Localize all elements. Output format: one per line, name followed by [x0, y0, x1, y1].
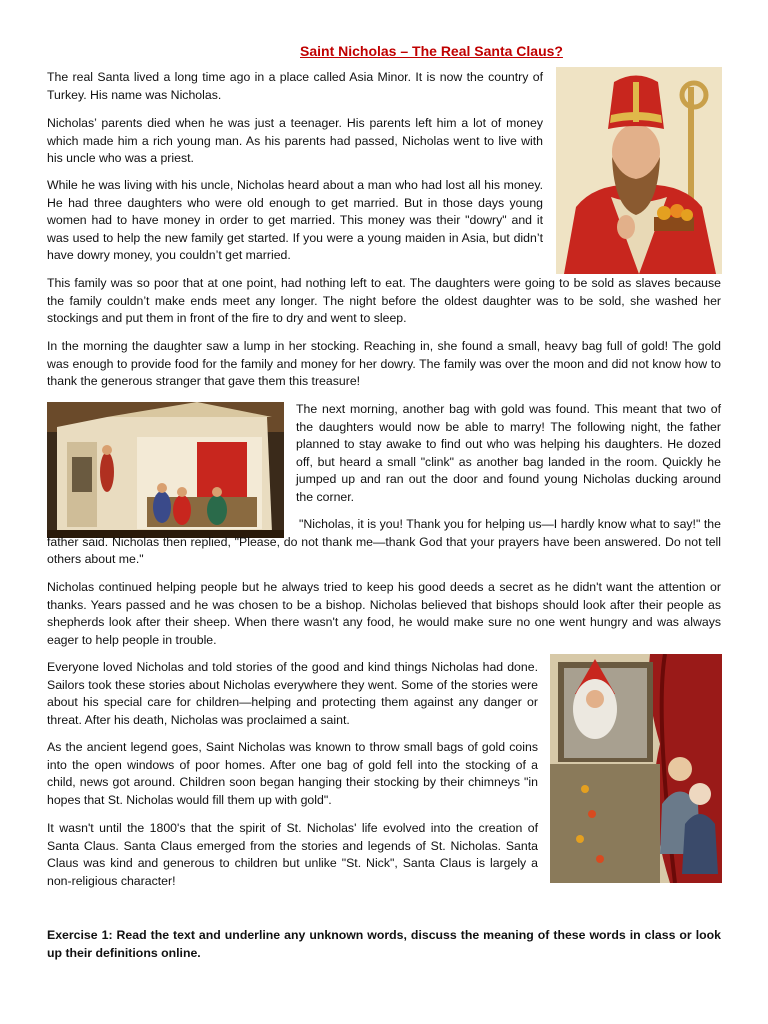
- paragraph-9: Everyone loved Nicholas and told stories of the good and kind things Nicholas had done. Sailors took these stories about Nicholas everywhere they went. Some of the stories were about his special care for children—helping and protecting them against any danger or threat. After his death, Nicholas was proclaimed a saint.: [47, 660, 538, 727]
- saint-nicholas-portrait: [556, 67, 722, 274]
- paragraph-10: As the ancient legend goes, Saint Nicholas was known to throw small bags of gold coins into the open windows of poor homes. After one bag of gold fell into the stocking of a child, news got around. Children soon began hanging their stocking by their chimneys "in hopes that St. Nicholas would fill them up with gold".: [47, 740, 538, 807]
- paragraph-1: The real Santa lived a long time ago in a place called Asia Minor. It is now the country of Turkey. His name was Nicholas.: [47, 70, 543, 102]
- paragraph-5: In the morning the daughter saw a lump in her stocking. Reaching in, she found a small, heavy bag full of gold! The gold was enough to provide food for the family and money for her dowry. The family was over the moon and did not know how to thank the generous stranger that gave them this treasure!: [47, 339, 721, 389]
- paragraph-2: Nicholas’ parents died when he was just a teenager. His parents left him a lot of money which made him a rich young man. As his parents had passed, Nicholas went to live with his uncle who was a priest.: [47, 116, 543, 166]
- paragraph-6: The next morning, another bag with gold was found. This meant that two of the daughters would now be able to marry! The following night, the father planned to stay awake to find out who was helping his daughters. He dozed off, but heard a small "clink" as another bag landed in the room. Quickly he jumped up and ran out the door and found young Nicholas ducking around the corner.: [296, 402, 721, 504]
- paragraph-8: Nicholas continued helping people but he always tried to keep his good deeds a secret as he didn't want the attention or thanks. Years passed and he was chosen to be a bishop. Nicholas believed that bishops should look after their people as shepherds look after their sheep. When there wasn't any food, he would make sure no one went hungry and was always eager to help people in trouble.: [47, 580, 721, 647]
- santa-window-illustration: [550, 654, 722, 883]
- exercise-instruction: Exercise 1: Read the text and underline any unknown words, discuss the meaning of these words in class or look up their definitions online.: [47, 928, 721, 960]
- page-title: Saint Nicholas – The Real Santa Claus?: [300, 43, 563, 59]
- paragraph-11: It wasn't until the 1800's that the spirit of St. Nicholas' life evolved into the creation of Santa Claus. Santa Claus emerged from the stories and legends of St. Nicholas. Santa Claus was kind and generous to children but unlike "St. Nick", Santa Claus is largely a non-religious character!: [47, 821, 538, 888]
- paragraph-4: This family was so poor that at one point, had nothing left to eat. The daughters were going to be sold as slaves because the family couldn’t make ends meet any longer. The night before the oldest daughter was to be sold, she washed her stockings and put them in front of the fire to dry and went to sleep.: [47, 276, 721, 326]
- paragraph-3: While he was living with his uncle, Nicholas heard about a man who had lost all his money. He had three daughters who were old enough to get married. But in those days young women had to have money in order to get married. This money was their "dowry" and it was used to help the new family get started. If you were a young maiden in Asia, but didn’t have dowry money, you couldn’t get married.: [47, 178, 543, 263]
- paragraph-7: "Nicholas, it is you! Thank you for helping us—I hardly know what to say!" the father said. Nicholas then replied, "Please, do not thank me—thank God that your prayers have been answered. Do not tell others about me.": [47, 517, 721, 567]
